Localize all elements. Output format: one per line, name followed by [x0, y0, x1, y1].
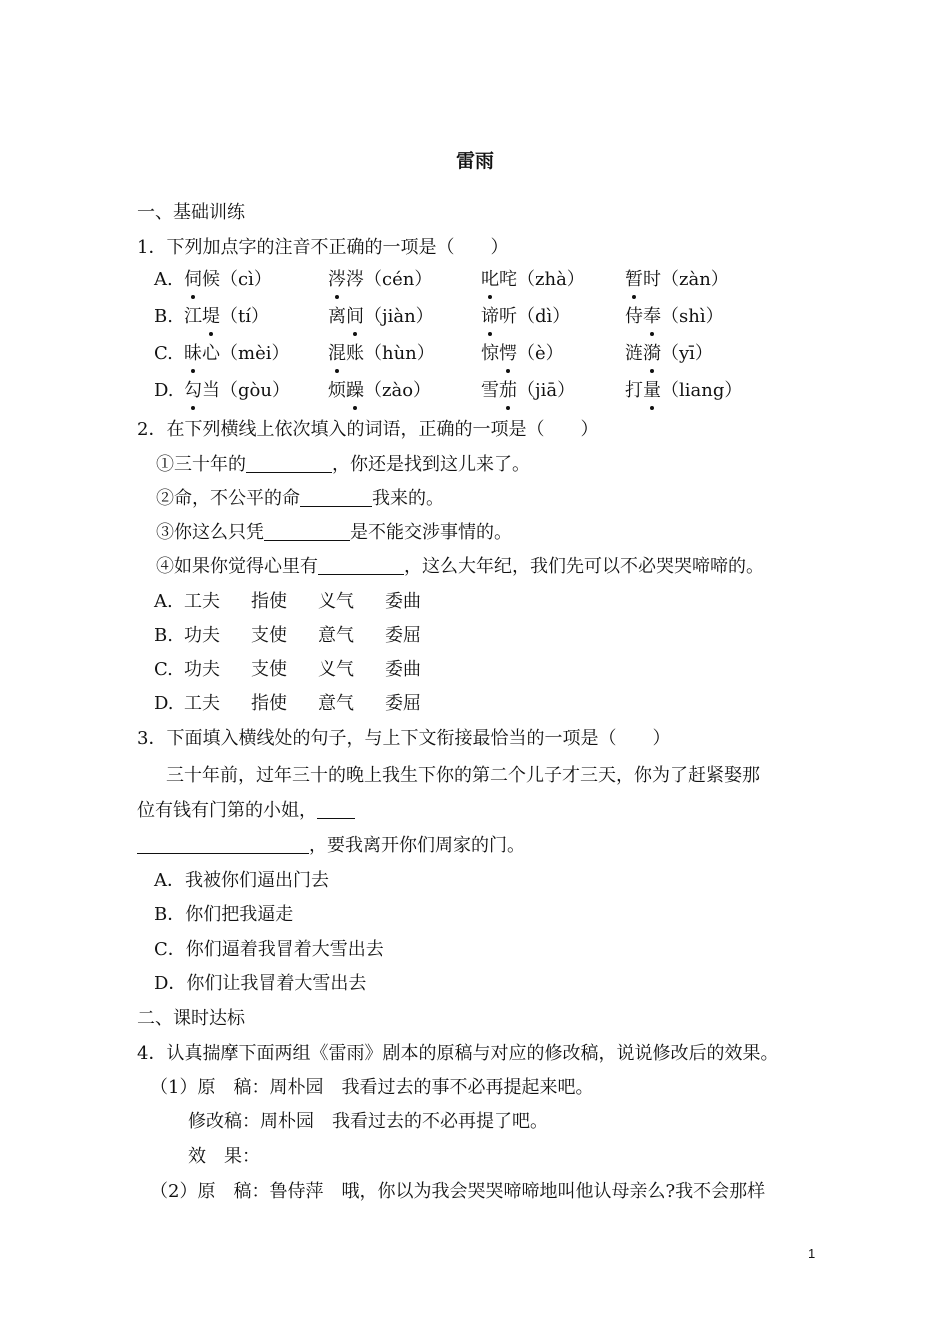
pinyin-item [328, 268, 432, 292]
dotted-char: 昧 [184, 343, 202, 364]
pinyin-text: （zào） [364, 380, 432, 401]
q2-sentence-3 [156, 521, 512, 545]
pinyin-text: 咤（zhà） [499, 269, 585, 290]
sentence-text: ③你这么只凭 [156, 522, 264, 543]
dotted-char: 谛 [481, 306, 499, 327]
pinyin-text: 涔（cén） [346, 269, 433, 290]
option-label: C. [154, 343, 173, 364]
page-title: 雷雨 [455, 150, 494, 172]
pinyin-item [481, 305, 570, 329]
dotted-char: 伺 [184, 269, 202, 290]
pinyin-item [625, 268, 729, 292]
plain-char: 侍 [625, 306, 643, 327]
q3-paragraph-line-1: 三十年前，过年三十的晚上我生下你的第二个儿子才三天，你为了赶紧娶那 [166, 765, 760, 786]
q4-item-1-revised: 修改稿：周朴园 我看过去的不必再提了吧。 [188, 1111, 548, 1132]
section-heading-class-target: 二、课时达标 [137, 1008, 245, 1029]
paragraph-text: 位有钱有门第的小姐， [137, 800, 317, 821]
plain-char: 打 [625, 380, 643, 401]
section-heading-basic-training: 一、基础训练 [137, 202, 245, 223]
dotted-char: 量 [643, 380, 661, 401]
pinyin-text: 候（cì） [202, 269, 272, 290]
q3-option-a: A．我被你们逼出门去 [154, 870, 329, 891]
dotted-char: 躁 [346, 380, 364, 401]
sentence-text: ①三十年的 [156, 454, 246, 475]
pinyin-item [481, 379, 575, 403]
dotted-char: 间 [346, 306, 364, 327]
plain-char: 惊 [481, 343, 499, 364]
pinyin-text: 账（hùn） [346, 343, 435, 364]
plain-char: 江 [184, 306, 202, 327]
pinyin-item [625, 342, 713, 366]
pinyin-text: （liang） [661, 380, 743, 401]
plain-char: 离 [328, 306, 346, 327]
option-word: 义气 [318, 659, 354, 680]
pinyin-text: 时（zàn） [643, 269, 729, 290]
sentence-text: 是不能交涉事情的。 [350, 522, 512, 543]
pinyin-text: （jiā） [517, 380, 576, 401]
question-1-stem: 1．下列加点字的注音不正确的一项是（ ） [137, 237, 509, 258]
q3-option-b: B．你们把我逼走 [154, 904, 294, 925]
option-word: 功夫 [184, 625, 220, 646]
plain-char: 涟 [625, 343, 643, 364]
dotted-char: 涔 [328, 269, 346, 290]
option-word: 意气 [318, 693, 354, 714]
sentence-text: 我来的。 [372, 488, 444, 509]
option-word: 义气 [318, 591, 354, 612]
dotted-char: 叱 [481, 269, 499, 290]
q2-sentence-1 [156, 453, 530, 477]
q3-paragraph-line-3 [137, 834, 525, 858]
page-number: 1 [808, 1246, 816, 1261]
fill-blank[interactable] [318, 556, 404, 575]
option-label: D. [154, 693, 174, 714]
q3-paragraph-line-2 [137, 799, 355, 823]
option-word: 指使 [251, 591, 287, 612]
pinyin-text: （yī） [661, 343, 713, 364]
fill-blank[interactable] [264, 522, 350, 541]
sentence-text: ④如果你觉得心里有 [156, 556, 318, 577]
plain-char: 雪 [481, 380, 499, 401]
question-3-stem: 3．下面填入横线处的句子，与上下文衔接最恰当的一项是（ ） [137, 728, 671, 749]
option-word: 意气 [318, 625, 354, 646]
option-label: A. [154, 591, 173, 612]
option-word: 工夫 [184, 591, 220, 612]
pinyin-item [328, 342, 435, 366]
q2-sentence-2 [156, 487, 444, 511]
question-4-stem: 4．认真揣摩下面两组《雷雨》剧本的原稿与对应的修改稿，说说修改后的效果。 [137, 1043, 779, 1064]
sentence-text: ，这么大年纪，我们先可以不必哭哭啼啼的。 [404, 556, 764, 577]
q3-option-d: D．你们让我冒着大雪出去 [154, 973, 367, 994]
q2-sentence-4 [156, 555, 764, 579]
option-label: B. [154, 625, 173, 646]
pinyin-item [184, 268, 272, 292]
option-word: 委曲 [385, 659, 421, 680]
question-2-stem: 2．在下列横线上依次填入的词语，正确的一项是（ ） [137, 419, 599, 440]
option-word: 支使 [251, 625, 287, 646]
q3-option-c: C．你们逼着我冒着大雪出去 [154, 939, 384, 960]
option-label: B. [154, 306, 173, 327]
option-word: 委屈 [385, 693, 421, 714]
plain-char: 烦 [328, 380, 346, 401]
dotted-char: 勾 [184, 380, 202, 401]
pinyin-item [328, 305, 434, 329]
dotted-char: 茄 [499, 380, 517, 401]
option-word: 委屈 [385, 625, 421, 646]
q4-item-2-original: （2）原 稿：鲁侍萍 哦，你以为我会哭哭啼啼地叫他认母亲么?我不会那样 [150, 1181, 766, 1202]
pinyin-text: （tí） [220, 306, 269, 327]
q4-item-1-original: （1）原 稿：周朴园 我看过去的事不必再提起来吧。 [150, 1077, 594, 1098]
pinyin-item [184, 342, 289, 366]
fill-blank[interactable] [137, 835, 309, 854]
option-word: 指使 [251, 693, 287, 714]
pinyin-text: （è） [517, 343, 564, 364]
pinyin-item [481, 342, 564, 366]
pinyin-text: 听（dì） [499, 306, 571, 327]
pinyin-item [328, 379, 431, 403]
dotted-char: 奉 [643, 306, 661, 327]
pinyin-item [625, 379, 742, 403]
fill-blank[interactable] [300, 488, 372, 507]
option-word: 支使 [251, 659, 287, 680]
option-word: 委曲 [385, 591, 421, 612]
sentence-text: ，你还是找到这儿来了。 [332, 454, 530, 475]
pinyin-item [184, 379, 290, 403]
fill-blank[interactable] [317, 800, 355, 819]
paragraph-text: ，要我离开你们周家的门。 [309, 835, 525, 856]
option-label: A. [154, 269, 173, 290]
pinyin-text: （shì） [661, 306, 724, 327]
pinyin-text: （jiàn） [364, 306, 434, 327]
option-word: 功夫 [184, 659, 220, 680]
dotted-char: 漪 [643, 343, 661, 364]
pinyin-item [625, 305, 724, 329]
pinyin-item [481, 268, 585, 292]
dotted-char: 堤 [202, 306, 220, 327]
pinyin-text: 心（mèi） [202, 343, 290, 364]
dotted-char: 混 [328, 343, 346, 364]
sentence-text: ②命，不公平的命 [156, 488, 300, 509]
pinyin-text: 当（gòu） [202, 380, 290, 401]
option-label: D. [154, 380, 174, 401]
option-word: 工夫 [184, 693, 220, 714]
dotted-char: 暂 [625, 269, 643, 290]
option-label: C. [154, 659, 173, 680]
pinyin-item [184, 305, 269, 329]
dotted-char: 愕 [499, 343, 517, 364]
q4-item-1-effect: 效 果： [188, 1146, 260, 1167]
fill-blank[interactable] [246, 454, 332, 473]
